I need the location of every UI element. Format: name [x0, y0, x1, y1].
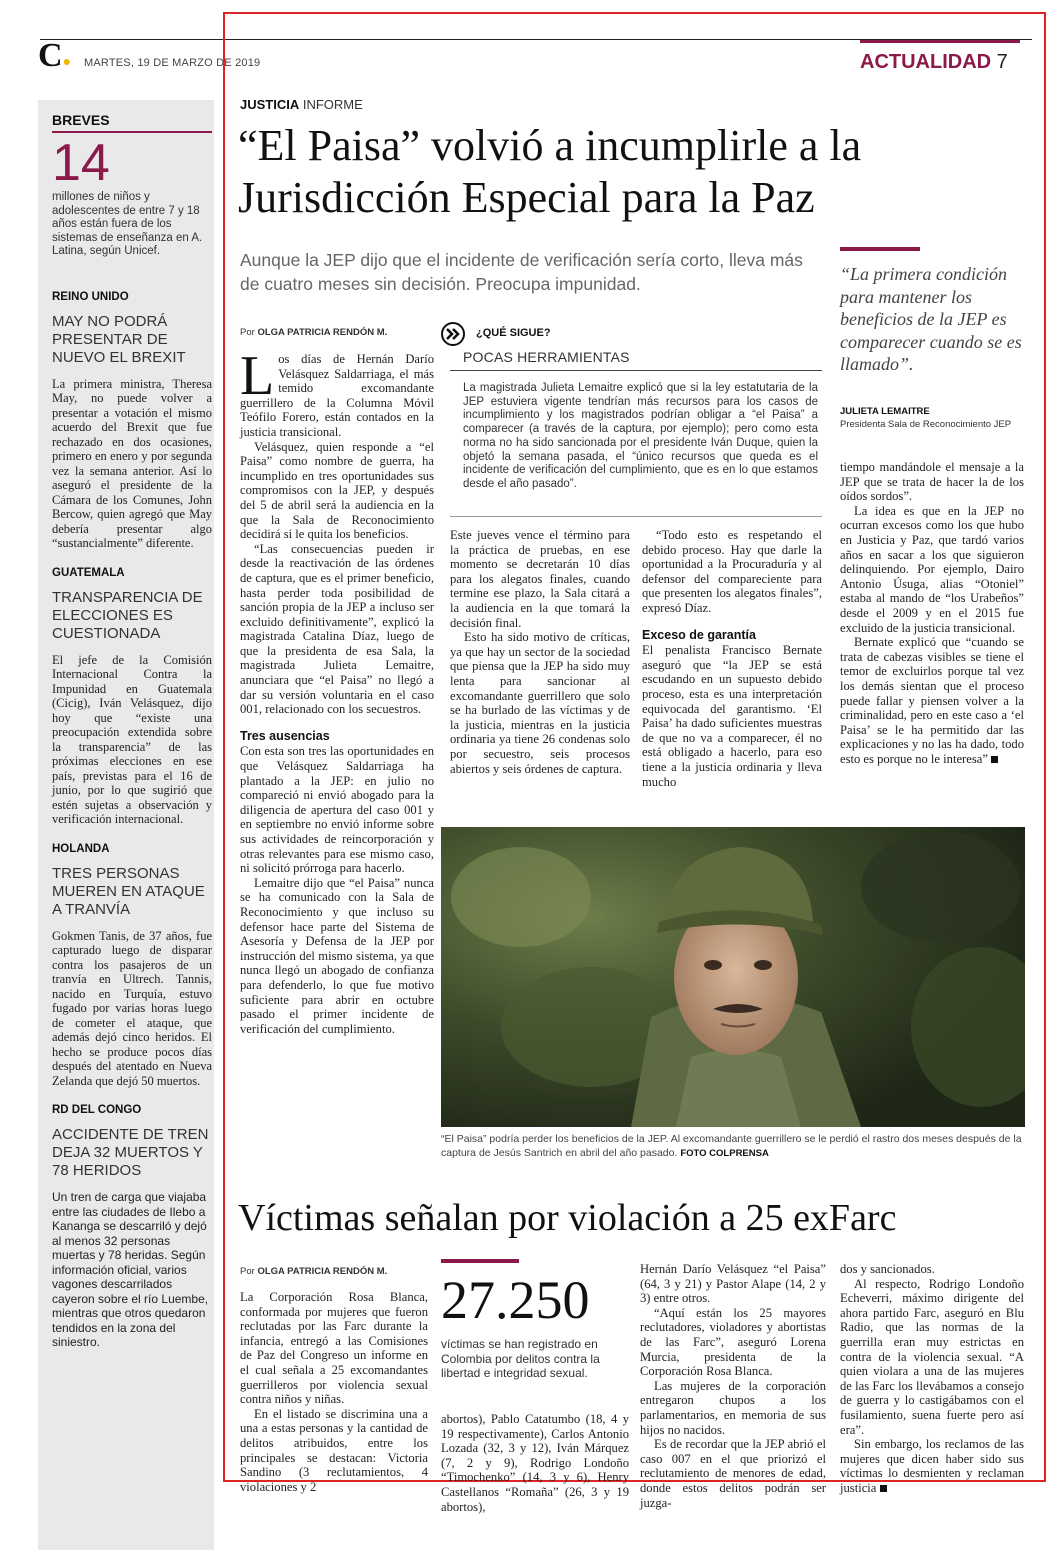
brief-headline: MAY NO PODRÁ PRESENTAR DE NUEVO EL BREXIT	[52, 312, 186, 366]
photo-caption	[441, 1132, 1025, 1161]
article2-big-number: 27.250	[441, 1270, 590, 1330]
paragraph: tiempo mandándole el mensaje a la JEP que se trata de hacer la de los oídos sordos”.	[840, 460, 1024, 504]
paragraph: abortos), Pablo Catatumbo (18, 4 y 19 respectivamente), Carlos Antonio Lozada (32, 3 y 12), Iván Márquez (7, 2 y 9), Rodrigo Londoño “Timochenko” (14, 3 y 6), Henry Castellanos “Romaña” (26, 3 y 19 abortos),	[441, 1412, 629, 1514]
byline-prefix: Por	[240, 1266, 255, 1277]
paragraph: Esto ha sido motivo de críticas, ya que hay un sector de la sociedad que piensa que la JEP ha sido muy lenta para sancionar al excomandante guerrillero que solo se ha burlado de las víctimas y de la justicia, mientras en la justicia ordinaria ya tiene 26 condenas solo por secuestro, seis procesos abiertos y seis órdenes de captura.	[450, 630, 630, 776]
article-column-3	[642, 528, 822, 789]
brief-body: La primera ministra, Theresa May, no puede volver a presentar a votación el mismo acuerdo del Brexit que fue rechazado en dos ocasiones, primero en enero y por segunda vez la semana anterior. Así lo aseguró el presidente de la Cámara de los Comunes, John Bercow, quien agregó que May debería presentar algo “sustancialmente” diferente.	[52, 376, 212, 550]
subhead: Exceso de garantía	[642, 627, 756, 642]
brief-body: Gokmen Tanis, de 37 años, fue capturado luego de disparar contra los pasajeros de un tranvía en Ultrech. Tannis, nacido en Turquía, estuvo fugado por varias horas luego de cometer el ataque, que además dejó cinco heridos. El hecho se produce pocos días después del atentado en Nueva Zelanda que dejó 50 muertos.	[52, 928, 212, 1088]
logo-letter: C	[38, 37, 63, 74]
box-rule-bottom	[450, 516, 822, 517]
breves-number-text: millones de niños y adolescentes de entre 7 y 18 años están fuera de los sistemas de enseñanza en A. Latina, según Unicef.	[52, 191, 203, 257]
kicker-type: INFORME	[302, 97, 363, 112]
brief-headline: TRES PERSONAS MUEREN EN ATAQUE A TRANVÍA	[52, 864, 205, 918]
dropcap: L	[240, 345, 275, 407]
brief-country: RD DEL CONGO	[52, 1104, 142, 1116]
article2-number-text: víctimas se han registrado en Colombia por delitos contra la libertad e integridad sexual.	[441, 1337, 600, 1380]
article2-headline: Víctimas señalan por violación a 25 exFarc	[238, 1197, 897, 1239]
article-deck: Aunque la JEP dijo que el incidente de verificación sería corto, lleva más de cuatro meses sin decisión. Preocupa impunidad.	[240, 250, 803, 294]
end-mark-icon	[991, 756, 998, 763]
paragraph: dos y sancionados.	[840, 1262, 935, 1276]
photo-credit: FOTO COLPRENSA	[680, 1148, 769, 1159]
paragraph: Hernán Darío Velásquez “el Paisa” (64, 3 y 21) y Pastor Alape (14, 2 y 3) entre otros.	[640, 1262, 826, 1306]
chevron-double-right-icon	[441, 322, 465, 346]
paragraph: Lemaitre dijo que “el Paisa” nunca se ha comunicado con la Sala de Reconocimiento y que incluso su defensor hace parte del Sistema de Asesoría y Defensa de la JEP por instrucción del mismo sistema, ya que nunca llegó un abogado de confianza para defenderlo, lo que fue motivo suficiente para abrir en octubre pasado el primer incidente de verificación del cumplimiento.	[240, 875, 434, 1036]
photo-el-paisa	[441, 827, 1025, 1127]
brief-body: El jefe de la Comisión Internacional Contra la Impunidad en Guatemala (Cicig), Iván Velásquez, dijo hoy que “existe una preocupación extendida sobre la transparencia” de las próximas elecciones en ese país, previstas para el 16 de junio, por lo que sugirió que estén sujetas a observación y verificación internacional.	[52, 652, 212, 826]
article-column-4	[840, 460, 1024, 766]
brief-item	[52, 291, 212, 551]
sidebar-briefs	[38, 100, 214, 1550]
brief-headline: ACCIDENTE DE TREN DEJA 32 MUERTOS Y 78 HERIDOS	[52, 1126, 209, 1179]
box-title: POCAS HERRAMIENTAS	[463, 349, 630, 365]
article-column-1	[240, 345, 434, 1036]
paragraph: Este jueves vence el término para la práctica de pruebas, en ese momento se decretarán 10 días para los alegatos finales, cuando termine ese plazo, la Sala citará a la audiencia en la que tomará la decisión final.	[450, 528, 630, 630]
subhead: Tres ausencias	[240, 728, 330, 743]
brief-item	[52, 567, 212, 827]
paragraph: Con esta son tres las oportunidades en que Velásquez Saldarriaga ha plantado a la JEP: en julio no compareció ni envió abogado para la diligencia de apertura del caso 001 y en septiembre no envió informe sobre sus actividades de reincorporación y otras relevantes para ese mismo caso, ni solicitó prórroga para hacerlo.	[240, 744, 434, 876]
box-rule	[450, 370, 822, 371]
article2-column-1	[240, 1290, 428, 1494]
article2-byline	[240, 1266, 387, 1277]
brief-headline: TRANSPARENCIA DE ELECCIONES ES CUESTIONADA	[52, 588, 203, 642]
paragraph: “Aquí están los 25 mayores reclutadores, violadores y abortistas de las Farc”, aseguró Lorena Murcia, presidenta de la Corporación Rosa Blanca.	[640, 1305, 826, 1379]
paragraph: Es de recordar que la JEP abrió el caso 007 en el que priorizó el reclutamiento de menores de edad, donde estos delitos podrán ser juzga-	[640, 1437, 826, 1510]
caption-text: “El Paisa” podría perder los beneficios de la JEP. Al excomandante guerrillero se le perdió el rastro dos meses después de la captura de Jesús Santrich en abril del año pasado.	[441, 1133, 1022, 1159]
breves-rule	[52, 131, 212, 133]
brief-country: REINO UNIDO	[52, 290, 129, 303]
box-text: La magistrada Julieta Lemaitre explicó que si la ley estatutaria de la JEP estuviera vigente tendrían más recursos para los casos de incumplimiento y los magistrados podrían obligar a “el Paisa” a comparecer (a través de la captura, por ejemplo); pero como esta norma no ha sido sancionada por el presidente Iván Duque, quien la objetó la semana pasada, el “único recursos que queda es el incidente de verificación del cumplimiento, que es en lo que estamos desde el año pasado”.	[463, 382, 818, 490]
section-name: ACTUALIDAD	[860, 51, 992, 73]
article2-column-4	[840, 1262, 1024, 1496]
masthead-logo: C●	[38, 37, 72, 74]
brief-country: HOLANDA	[52, 842, 110, 855]
quote-role: Presidenta Sala de Reconocimiento JEP	[840, 419, 1012, 430]
end-mark-icon	[880, 1485, 887, 1492]
kicker-section: JUSTICIA	[240, 97, 300, 112]
pull-quote: “La primera condición para mantener los beneficios de la JEP es comparecer cuando se es llamado”.	[840, 264, 1022, 374]
photo-illustration	[441, 827, 1025, 1127]
paragraph: Las mujeres de la corporación entregaron chupos a los parlamentarios, en memoria de sus hijos no nacidos.	[640, 1378, 826, 1437]
paragraph: “Todo esto es respetando el debido proceso. Hay que darle la oportunidad a la Procuraduría y al defensor del compareciente para que presenten los alegatos finales”, expresó Díaz.	[642, 528, 822, 615]
page-number: 7	[996, 51, 1008, 73]
paragraph: En el listado se discrimina una a una a estas personas y la cantidad de delitos atribuidos, entre los principales se destacan: Victoria Sandino (3 reclutamientos, 4 violaciones y 2	[240, 1406, 428, 1494]
breves-label: BREVES	[52, 112, 110, 128]
masthead-date: MARTES, 19 DE MARZO DE 2019	[84, 57, 261, 69]
quote-name: JULIETA LEMAITRE	[840, 406, 930, 417]
article-column-2	[450, 528, 630, 776]
breves-big-number: 14	[52, 134, 110, 192]
brief-item	[52, 1104, 212, 1350]
byline-prefix: Por	[240, 327, 255, 338]
paragraph: El penalista Francisco Bernate aseguró que “la JEP se está escudando en un supuesto debido proceso, esta es una interpretación equivocada del garantismo. ‘El Paisa’ ha dado suficientes muestras de que no va a comparecer, él no está obligado a hacerlo, para eso tiene a la justicia ordinaria y lleva mucho	[642, 643, 822, 789]
box-label: ¿QUÉ SIGUE?	[476, 327, 551, 339]
article2-column-3	[640, 1262, 826, 1510]
paragraph: os días de Hernán Darío Velásquez Saldarriaga, el más temido excomandante guerrillero de la Columna Móvil Teófilo Forero, están contados en la justicia transicional.	[240, 352, 434, 439]
number-accent-line	[441, 1259, 519, 1263]
quote-accent-line	[840, 247, 920, 251]
byline-name: OLGA PATRICIA RENDÓN M.	[257, 327, 388, 338]
article2-column-2	[441, 1412, 629, 1514]
paragraph: Al respecto, Rodrigo Londoño Echeverri, máximo dirigente del ahora partido Farc, aseguró en Blu Radio, que las normas de la guerrilla eran muy estrictas en contra de la violencia sexual. “A quien violara a una de las mujeres de las Farc los llevábamos a consejo de guerra y lo castigábamos con el fusilamiento, suena fuerte pero así era”.	[840, 1276, 1024, 1437]
paragraph: Bernate explicó que “cuando se trata de cabezas visibles se tiene el temor de excluirlos porque tal vez los demás sientan que el proceso puede fallar y piensen volver a la criminalidad, pero en este caso a ‘el Paisa’ se le ha permitido dar las explicaciones y no las ha dado, todo esto es porque no le interesa”	[840, 635, 1024, 766]
paragraph: “Las consecuencias pueden ir desde la reactivación de las órdenes de captura, que es el primer beneficio, hasta perder toda posibilidad de sanción propia de la JEP a incluso ser excluido definitivamente”, explicó la magistrada Catalina Díaz, luego de que la presidenta de esa Sala, la magistrada Julieta Lemaitre, anunciara que “el Paisa” no llegó a dar su versión voluntaria en el caso 001, relacionado con los secuestros.	[240, 541, 434, 717]
paragraph: La Corporación Rosa Blanca, conformada por mujeres que fueron reclutadas por las Farc durante la infancia, entregó a las Comisiones de Paz del Congreso un informe en el cual señala a 25 excomandantes guerrilleros por violencia sexual contra niños y niñas.	[240, 1290, 428, 1407]
byline-name: OLGA PATRICIA RENDÓN M.	[257, 1266, 388, 1277]
brief-item	[52, 843, 212, 1089]
article-kicker	[240, 97, 363, 112]
paragraph: Sin embargo, los reclamos de las mujeres que dicen haber sido sus víctimas lo desmienten y reclaman justicia	[840, 1437, 1024, 1495]
brief-body: Un tren de carga que viajaba entre las ciudades de Ilebo a Kananga se descarriló y dejó al menos 32 personas muertas y 78 heridas. Según información oficial, varios vagones descarrilados cayeron sobre el río Luembe, mientras que otros quedaron tendidos en la zona del siniestro.	[52, 1190, 209, 1349]
paragraph: La idea es que en la JEP no ocurran excesos como los que hubo en Justicia y Paz, que tardó varios años en sacar a los que siguieron delinquiendo. Por ejemplo, Dairo Antonio Úsuga, alias “Otoniel” estaba al mando de “los Urabeños” desde el 2009 y en el 2015 fue excluido de la justicia transicional.	[840, 503, 1024, 635]
brief-country: GUATEMALA	[52, 566, 125, 579]
article-headline: “El Paisa” volvió a incumplirle a la Jurisdicción Especial para la Paz	[238, 121, 862, 222]
paragraph: Velásquez, quien responde a “el Paisa” como nombre de guerra, ha incumplido en tres oportunidades sus compromisos con la JEP, y después del 5 de abril será la audiencia en la que la Sala de Reconocimiento decidirá si le quita los beneficios.	[240, 439, 434, 542]
byline	[240, 327, 387, 338]
